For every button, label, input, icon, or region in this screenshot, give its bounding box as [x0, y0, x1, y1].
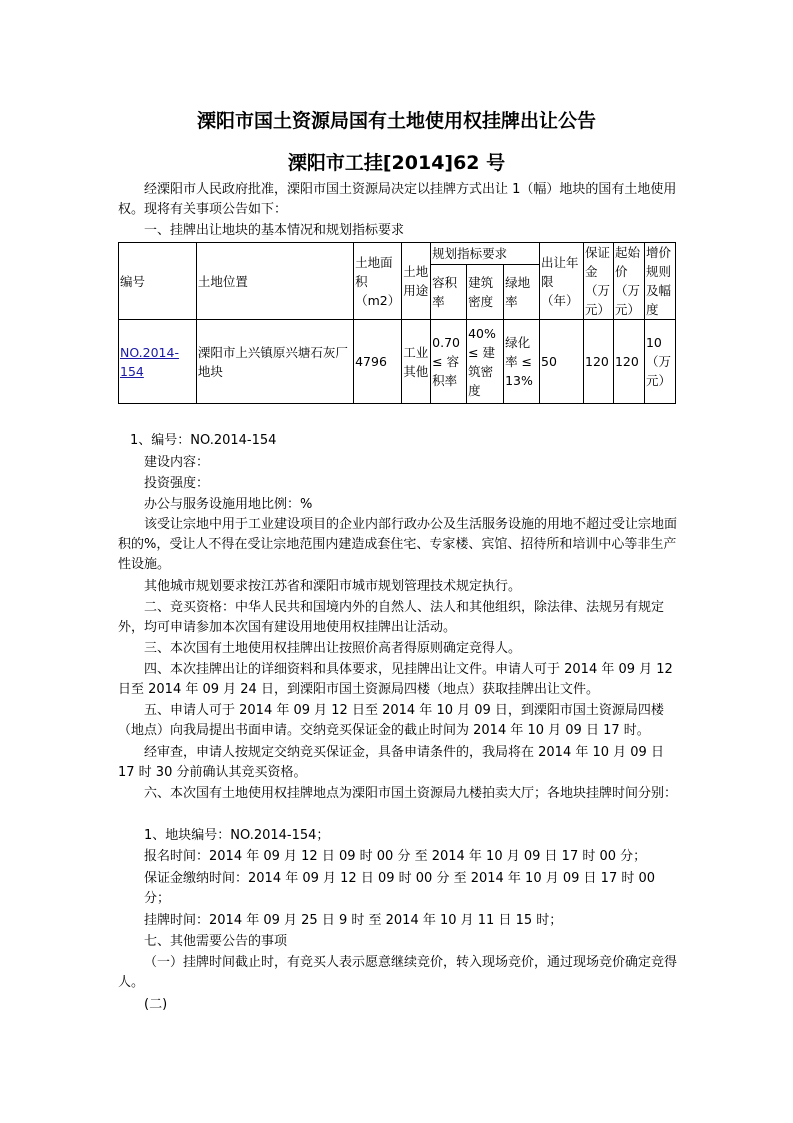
- section-3-paragraph: 三、本次国有土地使用权挂牌出让按照价高者得原则确定竞得人。: [144, 641, 522, 656]
- header-start-price: 起始价（万元）: [613, 243, 644, 320]
- section-7-heading: 七、其他需要公告的事项: [144, 934, 288, 949]
- row-start-price: 120: [613, 320, 644, 404]
- intro-paragraph: 经溧阳市人民政府批准，溧阳市国土资源局决定以挂牌方式出让 1（幅）地块的国有土地使用权。现将有关事项公告如下：: [118, 182, 677, 217]
- section-1-heading: 一、挂牌出让地块的基本情况和规划指标要求: [144, 223, 405, 238]
- header-term: 出让年限（年）: [540, 243, 584, 320]
- land-parcel-table: [118, 242, 676, 404]
- registration-time: 报名时间：2014 年 09 月 12 日 09 时 00 分 至 2014 年 10 月 09 日 17 时 00 分；: [144, 849, 647, 864]
- header-far: 容积率: [431, 265, 467, 320]
- row-area: 4796: [354, 320, 402, 404]
- row-location: 溧阳市上兴镇原兴塘石灰厂地块: [196, 320, 353, 404]
- detail-content: 建设内容：: [144, 455, 210, 470]
- header-density: 建筑密度: [467, 265, 504, 320]
- table-header-row: [119, 243, 676, 265]
- header-id: 编号: [119, 243, 197, 320]
- section-6-paragraph: 六、本次国有土地使用权挂牌地点为溧阳市国土资源局九楼拍卖大厅；各地块挂牌时间分别：: [144, 786, 678, 801]
- header-increment: 增价规则及幅度: [644, 243, 675, 320]
- announcement-title: 溧阳市国土资源局国有土地使用权挂牌出让公告: [196, 110, 596, 132]
- detail-office-ratio: 办公与服务设施用地比例：%: [144, 497, 313, 512]
- parcel-id-link[interactable]: NO.2014-154: [120, 344, 179, 379]
- header-use: 土地用途: [402, 243, 431, 320]
- row-density: 40% ≤ 建筑密度: [467, 320, 504, 404]
- header-planning: 规划指标要求: [431, 243, 540, 265]
- row-deposit: 120: [584, 320, 614, 404]
- table-row: [119, 320, 676, 404]
- row-green: 绿化率 ≤ 13%: [504, 320, 540, 404]
- deposit-time: 保证金缴纳时间：2014 年 09 月 12 日 09 时 00 分 至 2014 年 10 月 09 日 17 时 00 分；: [144, 871, 656, 906]
- section-7-item-2: (二): [144, 997, 168, 1012]
- section-5-paragraph: 五、申请人可于 2014 年 09 月 12 日至 2014 年 10 月 09 日，到溧阳市国土资源局四楼（地点）向我局提出书面申请。交纳竞买保证金的截止时间为 2014 年 10 月 09 日 17 时。: [118, 703, 664, 738]
- detail-item-heading: 1、编号：NO.2014-154: [130, 433, 277, 448]
- row-id[interactable]: [119, 320, 197, 404]
- detail-office-text: 该受让宗地中用于工业建设项目的企业内部行政办公及生活服务设施的用地不超过受让宗地面积的%，受让人不得在受让宗地范围内建造成套住宅、专家楼、宾馆、招待所和培训中心等非生产性设施。: [118, 517, 678, 572]
- section-2-paragraph: 二、竞买资格：中华人民共和国境内外的自然人、法人和其他组织，除法律、法规另有规定外，均可申请参加本次国有建设用地使用权挂牌出让活动。: [118, 600, 665, 635]
- section-7-item-1: （一）挂牌时间截止时，有竞买人表示愿意继续竞价，转入现场竞价，通过现场竞价确定竞得人。: [118, 955, 678, 990]
- listing-time: 挂牌时间：2014 年 09 月 25 日 9 时 至 2014 年 10 月 11 日 15 时；: [144, 913, 563, 928]
- row-use: 工业其他: [402, 320, 431, 404]
- header-location: 土地位置: [196, 243, 353, 320]
- detail-other-requirements: 其他城市规划要求按江苏省和溧阳市城市规划管理技术规定执行。: [144, 579, 522, 594]
- header-deposit: 保证金（万元）: [584, 243, 614, 320]
- row-increment: 10（万元）: [644, 320, 675, 404]
- section-5-review-paragraph: 经审查，申请人按规定交纳竞买保证金，具备申请条件的，我局将在 2014 年 10 月 09 日 17 时 30 分前确认其竞买资格。: [118, 745, 664, 780]
- section-4-paragraph: 四、本次挂牌出让的详细资料和具体要求，见挂牌出让文件。申请人可于 2014 年 09 月 12 日至 2014 年 09 月 24 日，到溧阳市国土资源局四楼（地点）获取挂牌出让文件。: [118, 662, 673, 697]
- header-area: 土地面积（m2）: [354, 243, 402, 320]
- row-term: 50: [540, 320, 584, 404]
- header-green: 绿地率: [504, 265, 540, 320]
- section-6-item: 1、地块编号：NO.2014-154；: [144, 828, 330, 843]
- row-far: 0.70 ≤ 容积率: [431, 320, 467, 404]
- document-number: 溧阳市工挂[2014]62 号: [287, 152, 506, 174]
- detail-investment: 投资强度：: [144, 476, 210, 491]
